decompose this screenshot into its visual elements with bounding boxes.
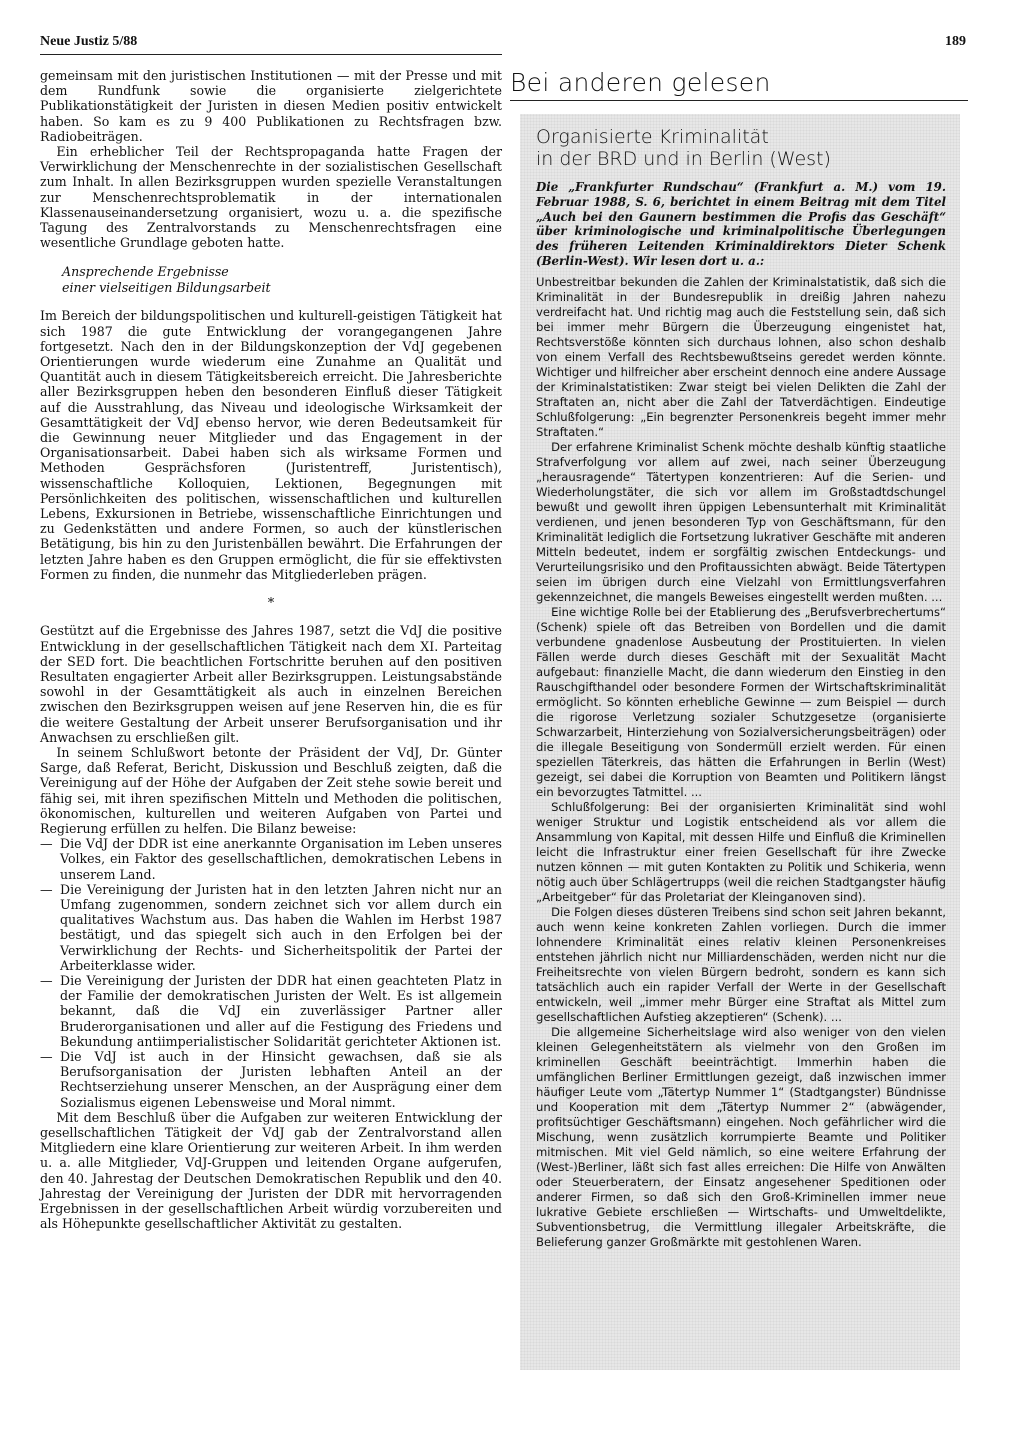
- list-dash: —: [40, 836, 53, 852]
- article-box-content: [536, 126, 946, 1250]
- journal-issue: Neue Justiz 5/88: [40, 34, 138, 49]
- list-item: [40, 973, 502, 1049]
- article-paragraph: Der erfahrene Kriminalist Schenk möchte deshalb künftig staatliche Strafverfolgung vor allem auf zwei, nach seiner Überzeugung „herausragende“ Tätertypen konzentrieren: Auf die Serien- und Wiederholungstäter, die sich vor allem im Großstadtdschungel bewußt und gewollt ihren üppigen Lebensunterhalt mit Kriminalität verdienen, und jenen besonderen Typ von Geschäftsmann, für den Kriminalität lediglich die Fortsetzung lukrativer Geschäfte mit anderen Mitteln bedeutet, indem er sorgfältig zwischen Entdeckungs- und Verurteilungsrisiko und den Profitaussichten abwägt. Beide Tätertypen seien im übrigen durch eine Vielzahl von Ermittlungsverfahren gekennzeichnet, die mangels Beweises eingestellt werden mußten. ...: [536, 439, 946, 604]
- list-dash: —: [40, 881, 53, 897]
- list-item: [40, 836, 502, 882]
- article-paragraph: Die allgemeine Sicherheitslage wird also weniger von den vielen kleinen Gelegenheitstätern als vielmehr von den Großen im kriminellen Geschäft beeinträchtigt. Immerhin haben die umfänglichen Berliner Ermittlungen gezeigt, daß inzwischen immer häufiger Leute vom „Tätertyp Nummer 1“ (Stadtgangster) Bündnisse und Kooperation mit dem „Tätertyp Nummer 2“ (abwägender, profitsüchtiger Geschäftsmann) eingehen. Noch gefährlicher wird die Mischung, wenn zusätzlich korrumpierte Beamte und Politiker mitmischen. Mit viel Geld nämlich, so eine weitere Erfahrung der (West-)Berliner, läßt sich fast alles erreichen: Die Hilfe von Anwälten oder Steuerberatern, der Einsatz angesehener Speditionen oder anderer Firmen, so daß sich den Groß-Kriminellen immer neue lukrative Gebiete erschließen — Wirtschafts- und Umweltdelikte, Subventionsbetrug, die Vermittlung illegaler Arbeitskräfte, die Belieferung ganzer Großmärkte mit gestohlenen Waren.: [536, 1024, 946, 1249]
- summary-list: [40, 836, 502, 1110]
- article-paragraph: Die Folgen dieses düsteren Treibens sind schon seit Jahren bekannt, auch wenn keine konkreten Zahlen vorliegen. Durch die immer lohnendere Kriminalität eines relativ kleinen Personenkreises entstehen jährlich nicht nur Milliardenschäden, werden nicht nur die Freiheitsrechte von vielen Bürgern bedroht, sondern es kann sich tatsächlich auch ein rapider Verfall der Werte in der Gesellschaft entwickeln, weil „immer mehr Bürger eine Straftat als Mittel zum gesellschaftlichen Aufstieg akzeptieren“ (Schenk). ...: [536, 904, 946, 1024]
- section-separator: *: [267, 596, 275, 612]
- article-title-line: in der BRD und in Berlin (West): [536, 148, 831, 170]
- list-item-text: Die Vereinigung der Juristen der DDR hat einen geachteten Platz in der Familie der demokratischen Juristen der Welt. Es ist allgemein bekannt, daß die VdJ ein zuverlässiger Partner aller Bruderorganisationen und aller auf die Festigung des Friedens und Bekundung antiimperialistischer Solidarität gerichteter Aktionen ist.: [60, 972, 502, 1049]
- article-paragraph: Eine wichtige Rolle bei der Etablierung des „Berufsverbrechertums“ (Schenk) spiele oft das Betreiben von Bordellen und die damit verbundene gnadenlose Ausbeutung der Prostituierten. In vielen Fällen werde durch dieses Geschäft mit der Sexualität Macht aufgebaut: finanzielle Macht, die dann wiederum den Einstieg in den Rauschgifthandel oder besondere Formen der Wirtschaftskriminalität ermöglicht. So könnten erhebliche Gewinne — zum Beispiel — durch die rigorose Verletzung sozialer Schutzgesetze (organisierte Schwarzarbeit, Hinterziehung von Sozialversicherungsbeiträgen) oder die illegale Beseitigung von Sondermüll erzielt werden. Für einen speziellen Täterkreis, das hätten die Erfahrungen in Berlin (West) gezeigt, sei dabei die Korruption von Beamten und Politikern längst ein bevorzugtes Tatmittel. ...: [536, 604, 946, 799]
- paragraph: In seinem Schlußwort betonte der Präsident der VdJ, Dr. Günter Sarge, daß Referat, Bericht, Diskussion und Beschluß zeigten, daß die Vereinigung auf der Höhe der Aufgaben der Zeit stehe sowie bereit und fähig sei, mit ihren spezifischen Mitteln und Methoden die politischen, ökonomischen, kulturellen und weiteren Aufgaben von Partei und Regierung erfüllen zu helfen. Die Bilanz beweise:: [40, 744, 502, 836]
- subheading-line: einer vielseitigen Bildungsarbeit: [62, 280, 271, 296]
- paragraph: Mit dem Beschluß über die Aufgaben zur weiteren Entwicklung der gesellschaftlichen Tätigkeit der VdJ gab der Zentralvorstand allen Mitgliedern eine klare Orientierung zur weiteren Arbeit. In ihm werden u. a. alle Mitglieder, VdJ-Gruppen und leitenden Organe aufgerufen, den 40. Jahrestag der Deutschen Demokratischen Republik und den 40. Jahrestag der Vereinigung der Juristen der DDR mit hervorragenden Ergebnissen in der gesellschaftlichen Arbeit würdig vorzubereiten und als Höhepunkte gesellschaftlicher Aktivität zu gestalten.: [40, 1109, 502, 1232]
- list-dash: —: [40, 1048, 53, 1064]
- list-item: [40, 882, 502, 973]
- paragraph: Im Bereich der bildungspolitischen und kulturell-geistigen Tätigkeit hat sich 1987 die gute Entwicklung der vorangegangenen Jahre fortgesetzt. Nach den in der Bildungskonzeption der VdJ gegebenen Orientierungen wurde wiederum eine Zunahme an Qualität und Quantität auch in diesem Tätigkeitsbereich erreicht. Die Jahresberichte aller Bezirksgruppen heben den besonderen Einfluß dieser Tätigkeit auf die Ausstrahlung, das Niveau und ideologische Wirksamkeit der Gesamttätigkeit der VdJ ebenso hervor, wie deren Bedeutsamkeit für die Gewinnung neuer Mitglieder und das Engagement in der Organisationsarbeit. Dabei haben sich als wirksame Formen und Methoden Gesprächsforen (Juristentreff, Juristentisch), wissenschaftliche Kolloquien, Lektionen, Begegnungen mit Persönlichkeiten des politischen, wissenschaftlichen und kulturellen Lebens, Exkursionen in Betriebe, wissenschaftliche Einrichtungen und zu Gedenkstätten und andere Formen, so auch der künstlerischen Betätigung, bis hin zu den Juristenbällen bewährt. Die Erfahrungen der letzten Jahre haben es den Gruppen ermöglicht, die für sie effektivsten Formen zu finden, die nunmehr das Mitgliederleben prägen.: [40, 308, 502, 582]
- header-rule: [40, 54, 502, 55]
- article-title: [536, 126, 946, 170]
- paragraph: Gestützt auf die Ergebnisse des Jahres 1987, setzt die VdJ die positive Entwicklung in der gesellschaftlichen Tätigkeit nach dem XI. Parteitag der SED fort. Die beachtlichen Fortschritte beruhen auf den positiven Resultaten engagierter Arbeit aller Bezirksgruppen. Leistungsabstände sowohl in der Gesamttätigkeit als auch in einzelnen Bereichen zwischen den Bezirksgruppen weisen auf jene Reserven hin, die es für die weitere Gestaltung der Arbeit unserer Berufsorganisation und ihr Anwachsen zu erschließen gilt.: [40, 623, 502, 745]
- paragraph: Ein erheblicher Teil der Rechtspropaganda hatte Fragen der Verwirklichung der Menschenrechte in der sozialistischen Gesellschaft zum Inhalt. In allen Bezirksgruppen wurden spezielle Veranstaltungen zur Menschenrechtsproblematik in der internationalen Klassenauseinandersetzung organisiert, wozu u. a. die spezifische Tagung des Zentralvorstands zu Menschenrechtsfragen eine wesentliche Grundlage geboten hatte.: [40, 144, 502, 251]
- section-title-rule: [510, 100, 968, 101]
- article-paragraph: Schlußfolgerung: Bei der organisierten Kriminalität sind wohl weniger Struktur und Logistik entscheidend als vor allem die Ansammlung von Kapital, mit dessen Hilfe und Einfluß die Kriminellen leicht die Infrastruktur einer freien Gesellschaft für ihre Zwecke nutzen können — mit guten Kontakten zu Politik und Schikeria, wenn nötig auch über Schlägertrupps (weil die reichen Stadtgangster häufig „Arbeitgeber“ für das Proletariat der Kleinganoven sind).: [536, 799, 946, 904]
- page-number: 189: [945, 34, 966, 49]
- list-dash: —: [40, 972, 53, 988]
- list-item-text: Die VdJ ist auch in der Hinsicht gewachsen, daß sie als Berufsorganisation der Juristen lebhaften Anteil an der Rechtserziehung unserer Menschen, an der Ausprägung einer dem Sozialismus eigenen Lebensweise und Moral nimmt.: [60, 1048, 502, 1110]
- section-subheading: [62, 264, 502, 296]
- subheading-line: Ansprechende Ergebnisse: [62, 264, 229, 280]
- list-item-text: Die Vereinigung der Juristen hat in den letzten Jahren nicht nur an Umfang zugenommen, sondern zeichnet sich vor allem durch ein qualitatives Wachstum aus. Das haben die Wahlen im Herbst 1987 bestätigt, und das spiegelt sich auch in den Erfolgen bei der Verwirklichung der Rechts- und Sicherheitspolitik der Partei der Arbeiterklasse wider.: [60, 881, 502, 973]
- section-title: Bei anderen gelesen: [510, 68, 771, 97]
- left-column: [40, 68, 502, 1231]
- article-title-line: Organisierte Kriminalität: [536, 126, 769, 148]
- list-item: [40, 1049, 502, 1110]
- article-paragraph: Unbestreitbar bekunden die Zahlen der Kriminalstatistik, daß sich die Kriminalität in der Bundesrepublik in dreißig Jahren nahezu verdreifacht hat. Und richtig mag auch die Feststellung sein, daß sich bei immer mehr Bürgern die Überzeugung eingenistet hat, Rechtsverstöße könnten sich durchaus lohnen, also schon deshalb von einem Verfall des Rechtsbewußtseins geredet werden könnte. Wichtiger und hilfreicher aber erscheint dennoch eine andere Aussage der Kriminalstatistiken: Zwar steigt bei vielen Delikten die Zahl der Straftaten an, nicht aber die Zahl der Tatverdächtigen. Eindeutige Schlußfolgerung: „Ein begrenzter Personenkreis begeht immer mehr Straftaten.“: [536, 274, 946, 439]
- paragraph: gemeinsam mit den juristischen Institutionen — mit der Presse und mit dem Rundfunk sowie die organisierte zielgerichtete Publikationstätigkeit der Juristen in diesen Medien positiv entwickelt haben. So kam es zu 9 400 Publikationen zu Rechtsfragen bzw. Radiobeiträgen.: [40, 68, 502, 144]
- article-intro: Die „Frankfurter Rundschau“ (Frankfurt a. M.) vom 19. Februar 1988, S. 6, berichtet in einem Beitrag mit dem Titel „Auch bei den Gaunern bestimmen die Profis das Geschäft“ über kriminologische und kriminalpolitische Überlegungen des früheren Leitenden Kriminaldirektors Dieter Schenk (Berlin-West). Wir lesen dort u. a.:: [536, 180, 946, 268]
- list-item-text: Die VdJ der DDR ist eine anerkannte Organisation im Leben unseres Volkes, ein Faktor des gesellschaftlichen, demokratischen Lebens in unserem Land.: [60, 836, 502, 882]
- article-box: [520, 114, 960, 1370]
